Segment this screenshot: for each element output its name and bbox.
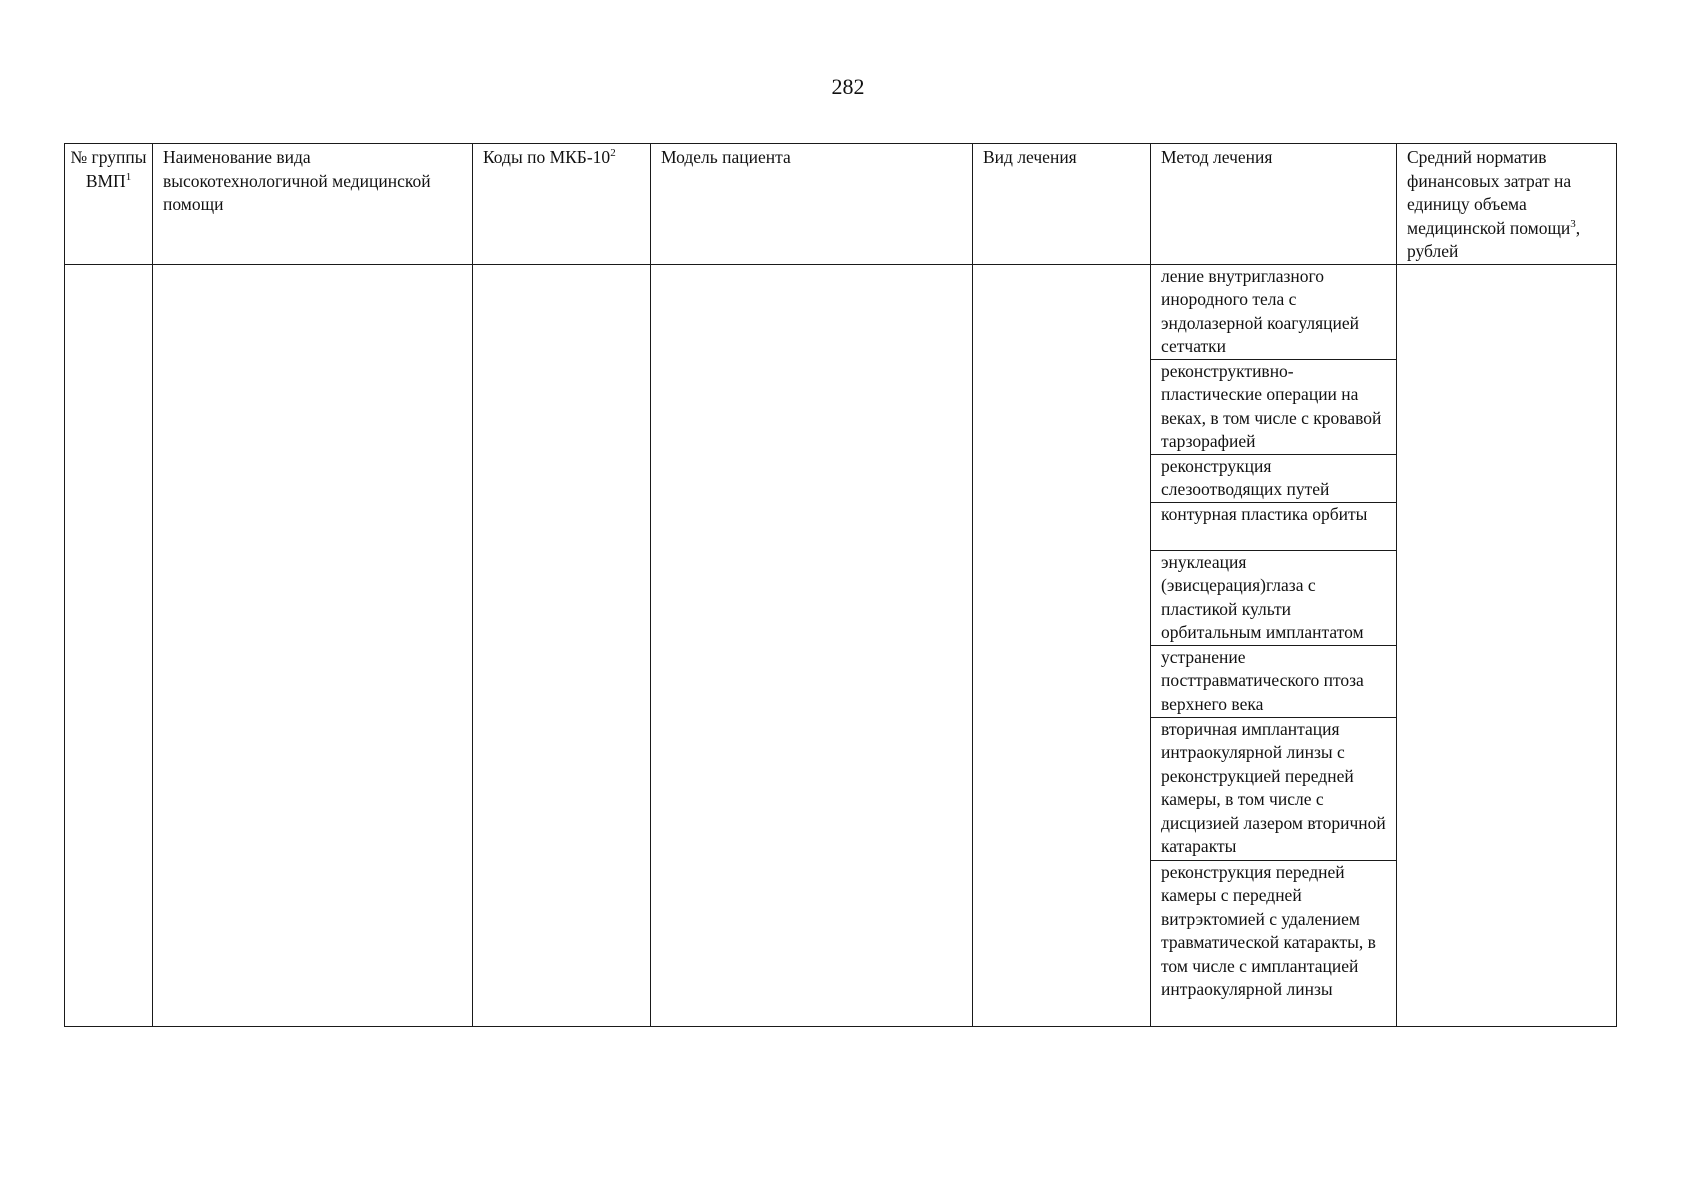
- header-cost-standard: [1397, 144, 1617, 265]
- header-cost-standard-text: Средний норматив финансовых затрат на единицу объема медицинской помощи: [1407, 147, 1572, 238]
- method-cell: реконструктивно-пластические операции на веках, в том числе с кровавой тарзорафией: [1151, 359, 1397, 454]
- vmp-table: [64, 143, 1617, 1027]
- header-group-number: [65, 144, 153, 265]
- header-treatment-method: Метод лечения: [1151, 144, 1397, 265]
- cell-service-name: [153, 264, 473, 1026]
- header-group-number-text: № группы ВМП: [70, 147, 147, 191]
- method-cell: реконструкция слезоотводящих путей: [1151, 454, 1397, 502]
- cell-treatment-type: [973, 264, 1151, 1026]
- cell-group-number: [65, 264, 153, 1026]
- table-row: [65, 264, 1617, 359]
- header-service-name: Наименование вида высокотехнологичной медицинской помощи: [153, 144, 473, 265]
- cell-cost-standard: [1397, 264, 1617, 1026]
- method-cell: энуклеация (эвисцерация)глаза с пластикой культи орбитальным имплантатом: [1151, 550, 1397, 645]
- method-cell: контурная пластика орбиты: [1151, 502, 1397, 550]
- table-header-row: [65, 144, 1617, 265]
- header-patient-model: Модель пациента: [651, 144, 973, 265]
- cell-patient-model: [651, 264, 973, 1026]
- method-cell: устранение посттравматического птоза верхнего века: [1151, 645, 1397, 717]
- method-cell: ление внутриглазного инородного тела с эндолазерной коагуляцией сетчатки: [1151, 264, 1397, 359]
- header-treatment-type: Вид лечения: [973, 144, 1151, 265]
- cell-icd-codes: [473, 264, 651, 1026]
- page-number: 282: [831, 74, 865, 99]
- header-cost-standard-footnote: 3: [1570, 217, 1576, 230]
- header-icd-codes: [473, 144, 651, 265]
- method-cell: вторичная имплантация интраокулярной линзы с реконструкцией передней камеры, в том числе с дисцизией лазером вторичной катаракты: [1151, 717, 1397, 860]
- header-icd-codes-footnote: 2: [610, 147, 616, 160]
- header-icd-codes-text: Коды по МКБ-10: [483, 147, 611, 167]
- header-cost-standard-unit: , рублей: [1407, 217, 1581, 261]
- method-cell: реконструкция передней камеры с передней витрэктомией с удалением травматической катаракты, в том числе с имплантацией интраокулярной линзы: [1151, 860, 1397, 1026]
- header-group-number-footnote: 1: [125, 170, 132, 183]
